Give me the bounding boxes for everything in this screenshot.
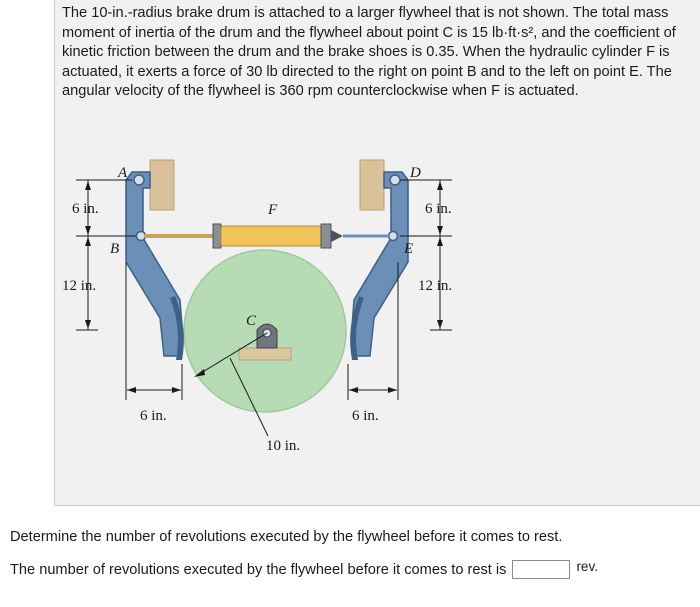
hydraulic-cylinder [221,226,321,246]
support-D [360,160,384,210]
cylinder-left-cap [213,224,221,248]
pin-A [134,175,144,185]
left-dim-arrow-3 [85,237,91,246]
problem-statement: The 10-in.-radius brake drum is attached to a larger flywheel that is not shown. The total mass moment of inertia of the drum and the flywheel about point C is 15 lb·ft·s², and the coefficient of kinetic friction between the drum and the brake shoes is 0.35. When the hydraulic cylinder F is actuated, it exerts a force of 30 lb directed to the right on point B and to the left on point E. The angular velocity of the flywheel is 360 rpm counterclockwise when F is actuated. [62,5,676,100]
pin-B [137,232,146,241]
label-C: C [246,313,257,329]
cylinder-right-cap [321,224,331,248]
right-hdim-arrow-1 [349,387,358,393]
label-E: E [404,241,414,257]
dim-right-top: 6 in. [425,201,452,217]
right-dim-arrow-4 [437,320,443,329]
left-dim-arrow-1 [85,181,91,190]
label-A: A [118,165,128,181]
label-B: B [110,241,120,257]
answer-unit: rev. [576,559,598,574]
answer-label: The number of revolutions executed by the flywheel before it comes to rest is [10,561,507,578]
left-dim-arrow-2 [85,226,91,235]
left-dim-arrow-4 [85,320,91,329]
question-prompt: Determine the number of revolutions executed by the flywheel before it comes to rest. [10,529,563,545]
dim-right-horizontal: 6 in. [352,408,379,424]
dim-radius: 10 in. [266,438,301,454]
left-hdim-arrow-2 [172,387,181,393]
cylinder-clevis [331,230,343,242]
dim-left-bottom: 12 in. [62,278,97,294]
left-hdim-arrow-1 [127,387,136,393]
right-hdim-arrow-2 [388,387,397,393]
brake-drum-diagram [54,155,474,465]
right-dim-arrow-1 [437,181,443,190]
dim-right-bottom: 12 in. [418,278,453,294]
right-dim-arrow-2 [437,226,443,235]
support-A [150,160,174,210]
pivot-base [239,348,291,360]
label-F: F [268,202,278,218]
answer-row [10,560,598,579]
dim-left-top: 6 in. [72,201,99,217]
dim-left-horizontal: 6 in. [140,408,167,424]
label-D: D [410,165,421,181]
pin-D [390,175,400,185]
revolutions-answer-input[interactable] [512,560,570,579]
right-dim-arrow-3 [437,237,443,246]
